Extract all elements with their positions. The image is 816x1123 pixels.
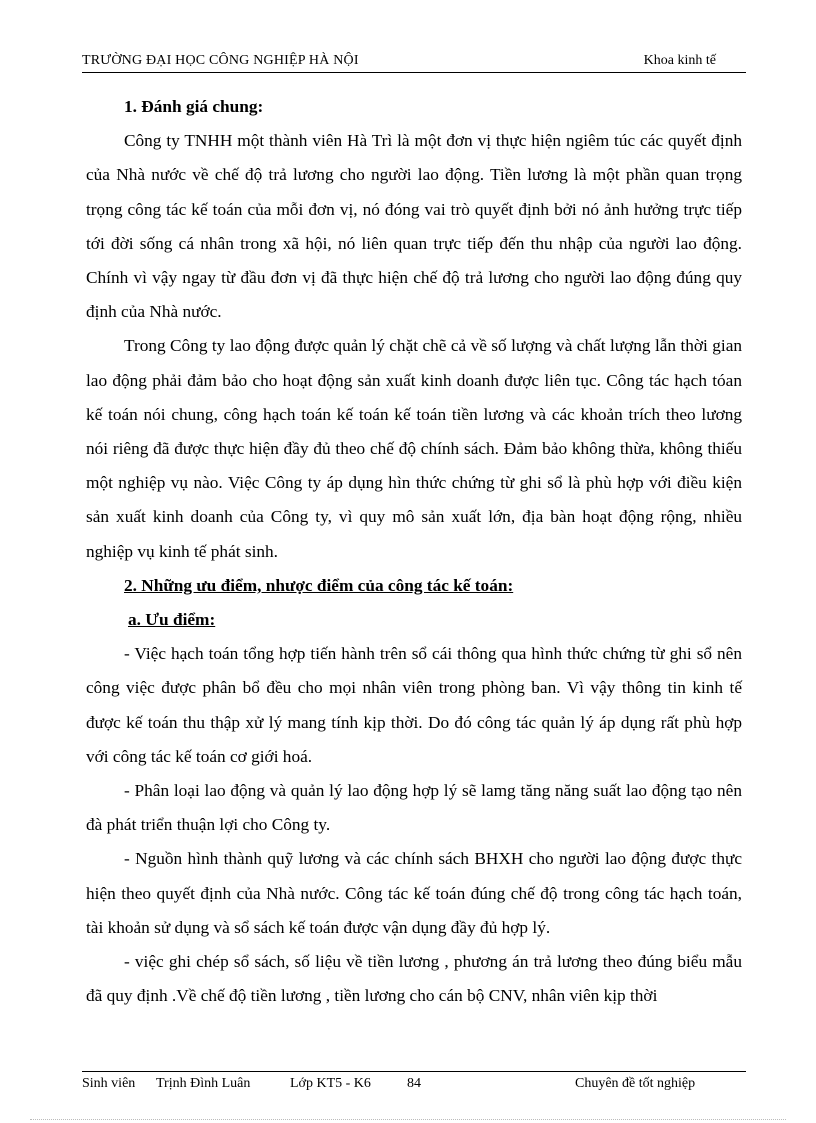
footer-thesis-title: Chuyên đề tốt nghiệp	[575, 1076, 696, 1091]
section-heading-pros-cons: 2. Những ưu điểm, nhược điểm của công tác kế toán:	[124, 575, 514, 595]
footer-student-name: Trịnh Đình Luân	[156, 1076, 251, 1091]
paragraph: - việc ghi chép sổ sách, số liệu về tiền lương , phương án trả lương theo đúng biểu mẫu đã quy định .Về chế độ tiền lương , tiền lương cho cán bộ CNV, nhân viên kịp thời	[86, 952, 742, 1006]
page-header	[82, 53, 746, 73]
paragraph: Công ty TNHH một thành viên Hà Trì là một đơn vị thực hiện ngiêm túc các quyết định của Nhà nước về chế độ trả lương cho người lao động. Tiền lương là một phần quan trọng trọng công tác kế toán của mỗi đơn vị, nó đóng vai trò quyết định bởi nó ảnh hưởng trực tiếp tới đời sống cá nhân trong xã hội, nó liên quan trực tiếp đến thu nhập của người lao động. Chính vì vậy ngay từ đầu đơn vị đã thực hiện chế độ trả lương cho người lao động đúng quy định của Nhà nước.	[86, 131, 742, 322]
paragraph: - Nguồn hình thành quỹ lương và các chính sách BHXH cho người lao động được thực hiện theo quyết định của Nhà nước. Công tác kế toán đúng chế độ trong công tác hạch toán, tài khoản sử dụng và sổ sách kế toán được vận dụng đầy đủ hợp lý.	[86, 849, 742, 937]
paragraph: - Việc hạch toán tổng hợp tiến hành trên sổ cái thông qua hình thức chứng từ ghi sổ nên công việc được phân bổ đều cho mọi nhân viên trong phòng ban. Vì vậy thông tin kinh tế được kế toán thu thập xử lý mang tính kịp thời. Do đó công tác quản lý áp dụng rất phù hợp với công tác kế toán cơ giới hoá.	[86, 644, 742, 766]
page-footer	[82, 1076, 746, 1096]
footer-page-number: 84	[407, 1076, 421, 1091]
header-school-name: TRƯỜNG ĐẠI HỌC CÔNG NGHIỆP HÀ NỘI	[82, 53, 359, 68]
subsection-heading-advantages: a. Ưu điểm:	[128, 610, 216, 630]
document-body	[86, 90, 742, 1013]
footer-divider	[82, 1071, 746, 1072]
page-bottom-dotted-edge	[30, 1119, 786, 1120]
paragraph: - Phân loại lao động và quản lý lao động hợp lý sẽ lamg tăng năng suất lao động tạo nên đà phát triển thuận lợi cho Công ty.	[86, 781, 742, 835]
header-divider	[82, 72, 746, 73]
footer-class: Lớp KT5 - K6	[290, 1076, 371, 1091]
footer-student-label: Sinh viên	[82, 1076, 136, 1091]
paragraph: Trong Công ty lao động được quản lý chặt chẽ cả về số lượng và chất lượng lẫn thời gian lao động phải đảm bảo cho hoạt động sản xuất kinh doanh được liên tục. Công tác hạch tóan kế toán nói chung, công hạch toán kế toán kế toán tiền lương và các khoản trích theo lương nói riêng đã được thực hiện đầy đủ theo chế độ chính sách. Đảm bảo không thừa, không thiếu một nghiệp vụ nào. Việc Công ty áp dụng hìn thức chứng từ ghi sổ là phù hợp với điều kiện sản xuất kinh doanh của Công ty, vì quy mô sản xuất lớn, địa bàn hoạt động rộng, nhiều nghiệp vụ kinh tế phát sinh.	[86, 336, 742, 561]
section-heading-general-assessment: 1. Đánh giá chung:	[124, 97, 264, 116]
header-faculty: Khoa kinh tế	[643, 53, 716, 68]
